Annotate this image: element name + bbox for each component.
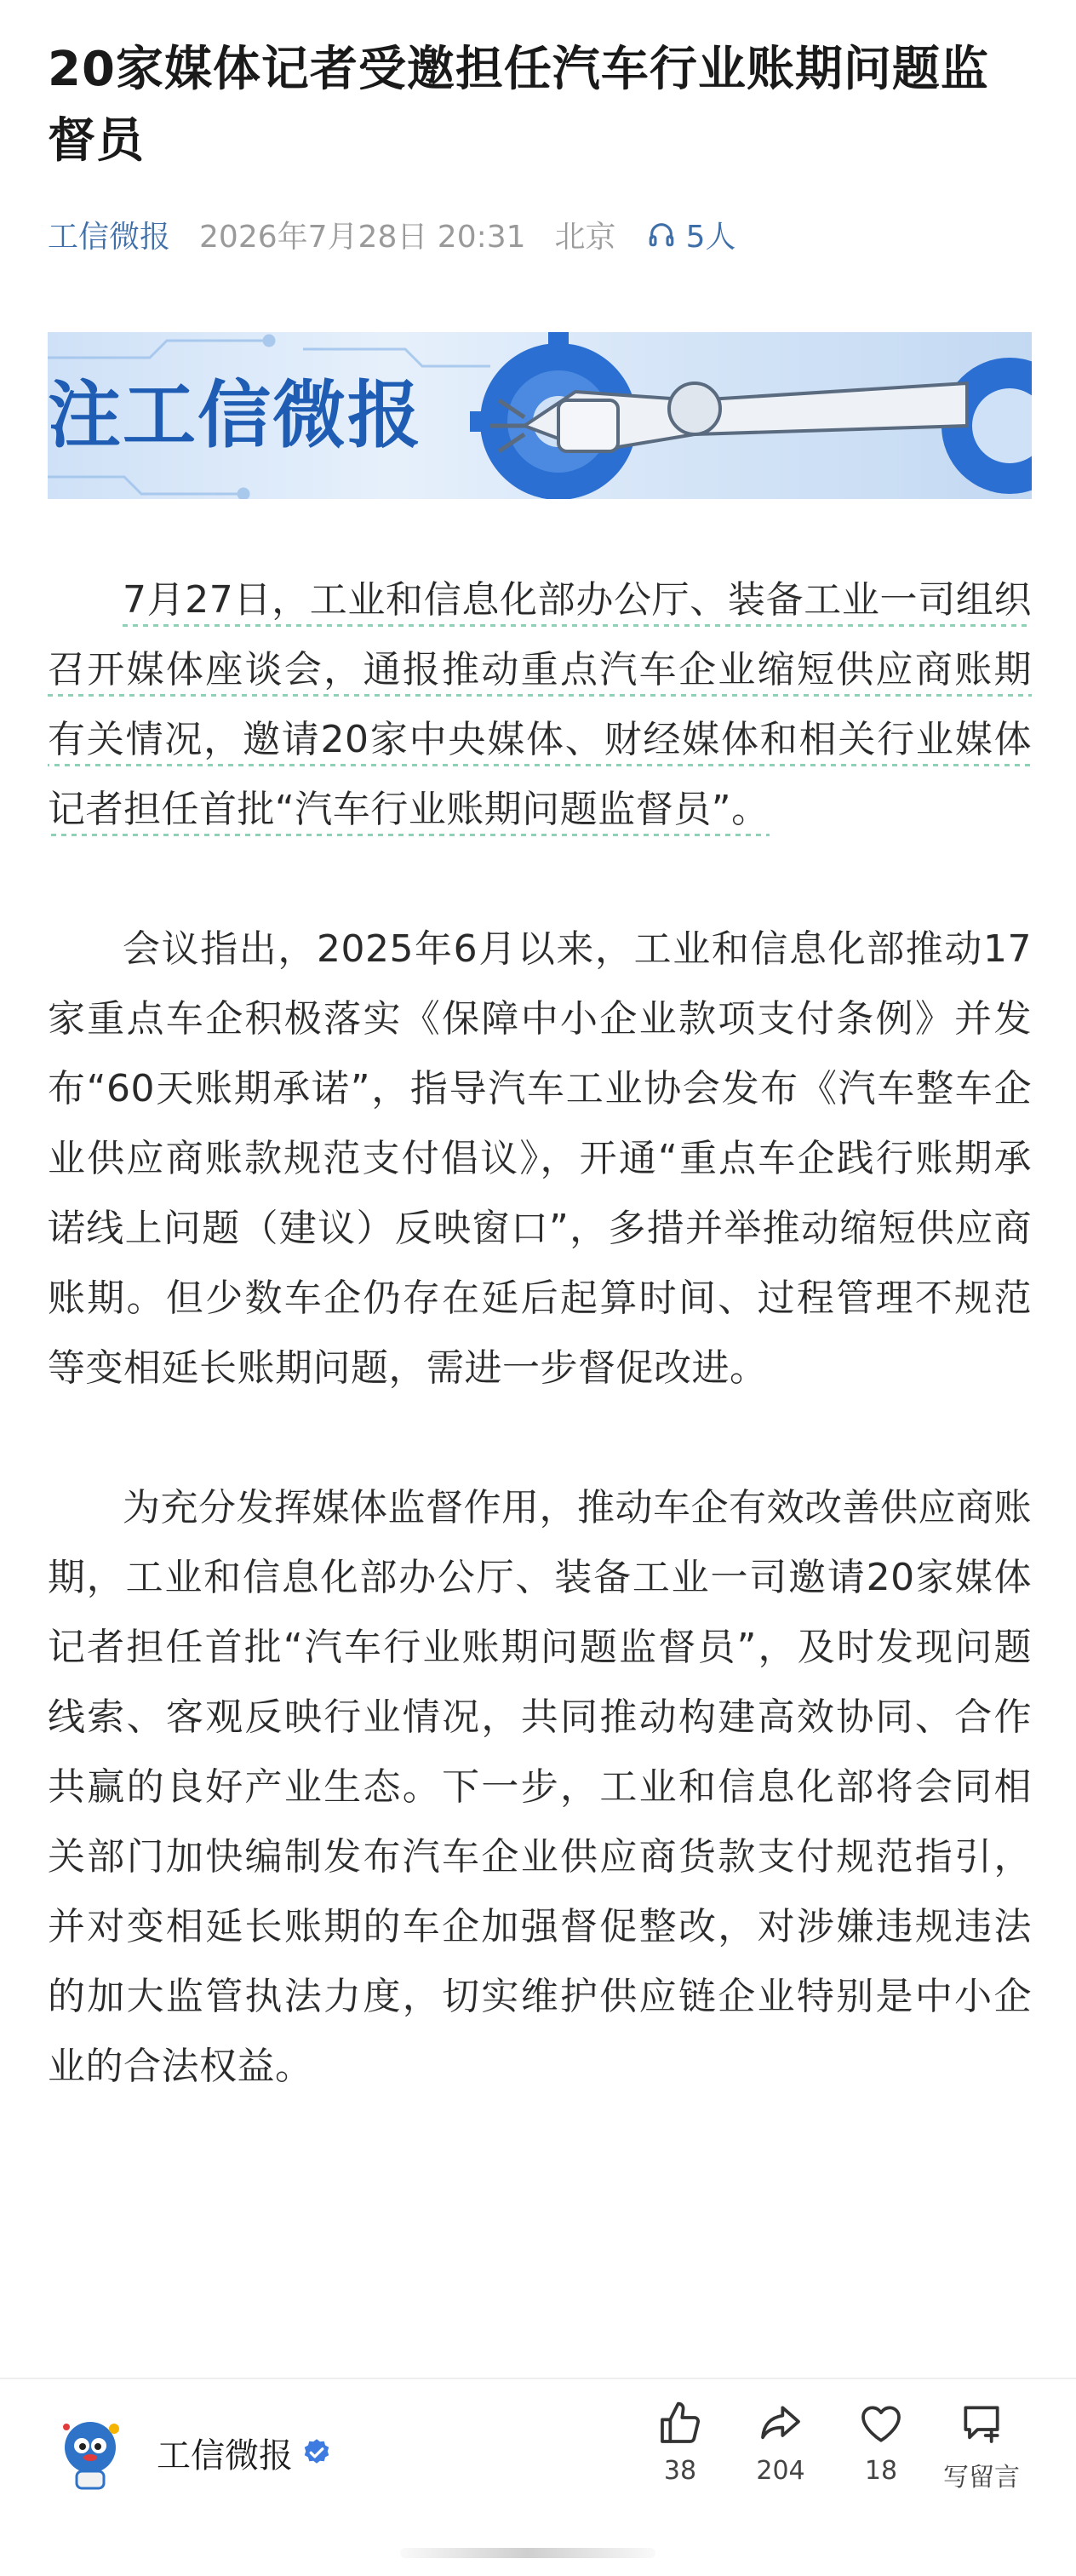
listener-count: 5人 <box>685 219 736 255</box>
article-title: 20家媒体记者受邀担任汽车行业账期问题监督员 <box>48 42 989 169</box>
share-arrow-icon <box>757 2400 804 2447</box>
article-body <box>48 565 1032 2172</box>
comment-add-icon <box>958 2400 1005 2447</box>
thumbs-up-icon <box>656 2400 704 2447</box>
banner-title: 注工信微报 <box>48 373 422 458</box>
favorite-button[interactable] <box>831 2400 931 2493</box>
author-name: 工信微报 <box>157 2435 293 2476</box>
article-meta <box>48 209 735 260</box>
highlighted-text[interactable]: 7月27日，工业和信息化部办公厅、装备工业一司组织召开媒体座谈会，通报推动重点汽车企业缩短供应商账期有关情况，邀请20家中央媒体、财经媒体和相关行业媒体记者担任首批“汽车行业账期问题监督员”。 <box>48 578 1032 836</box>
publish-location: 北京 <box>554 219 616 255</box>
horizontal-scroll-indicator[interactable] <box>400 2548 655 2558</box>
publish-time: 2026年7月28日 20:31 <box>199 219 526 255</box>
article-paragraph: 为充分发挥媒体监督作用，推动车企有效改善供应商账期，工业和信息化部办公厅、装备工业一司邀请20家媒体记者担任首批“汽车行业账期问题监督员”，及时发现问题线索、客观反映行业情况，共同推动构建高效协同、合作共赢的良好产业生态。下一步，工业和信息化部将会同相关部门加快编制发布汽车企业供应商货款支付规范指引，并对变相延长账期的车企加强督促整改，对涉嫌违规违法的加大监管执法力度，切实维护供应链企业特别是中小企业的合法权益。 <box>48 1486 1032 2088</box>
author-info[interactable] <box>48 2410 332 2495</box>
article-paragraph <box>48 565 1032 845</box>
like-count: 38 <box>663 2456 697 2486</box>
favorite-count: 18 <box>864 2456 898 2486</box>
footer-bar <box>0 2379 1076 2576</box>
action-bar <box>630 2400 1056 2493</box>
verified-badge-icon <box>301 2437 332 2468</box>
mascot-avatar-icon <box>48 2410 133 2495</box>
heart-icon <box>857 2400 905 2447</box>
listen-button[interactable] <box>647 213 736 256</box>
write-comment-button[interactable] <box>931 2400 1032 2493</box>
share-count: 204 <box>756 2456 805 2486</box>
share-button[interactable] <box>730 2400 831 2493</box>
article-paragraph: 会议指出，2025年6月以来，工业和信息化部推动17家重点车企积极落实《保障中小企业款项支付条例》并发布“60天账期承诺”，指导汽车工业协会发布《汽车整车企业供应商账款规范支付倡议》，开通“重点车企践行账期承诺线上问题（建议）反映窗口”，多措并举推动缩短供应商账期。但少数车企仍存在延后起算时间、过程管理不规范等变相延长账期问题，需进一步督促改进。 <box>48 927 1032 1390</box>
headphones-icon <box>647 220 676 249</box>
header-banner-image <box>48 332 1032 499</box>
source-link[interactable]: 工信微报 <box>48 219 171 255</box>
like-button[interactable] <box>630 2400 730 2493</box>
comment-label: 写留言 <box>943 2463 1020 2493</box>
